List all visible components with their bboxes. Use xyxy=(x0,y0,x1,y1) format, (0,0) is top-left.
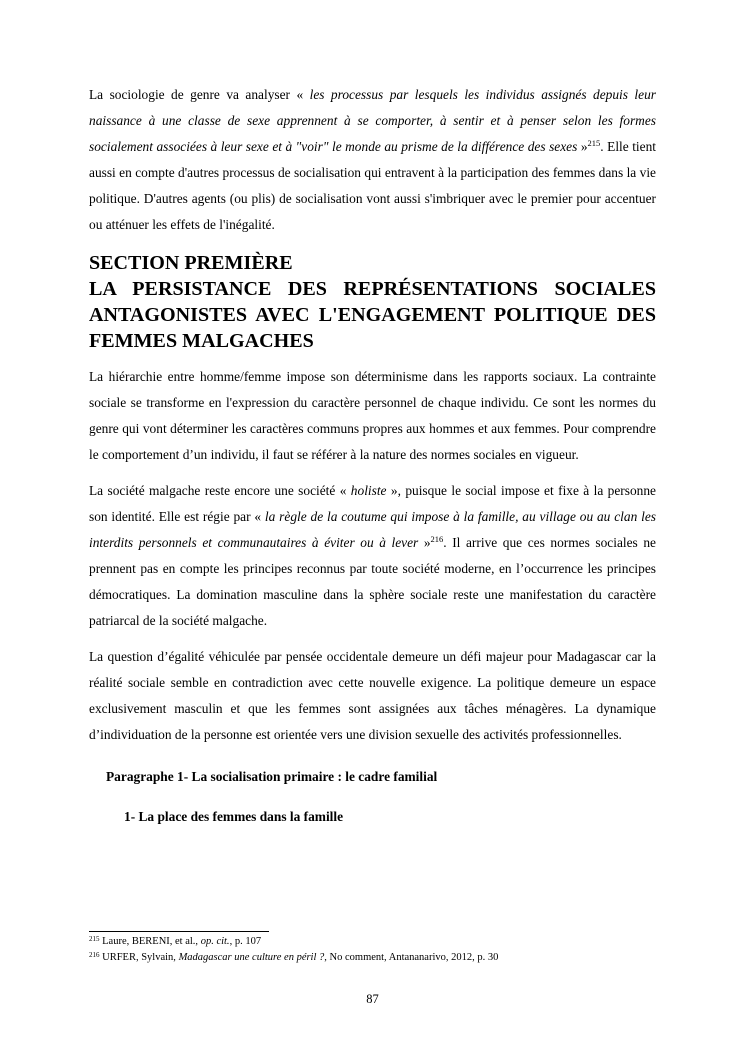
text-run: » xyxy=(577,139,588,154)
footnotes xyxy=(89,934,656,966)
italic-ref: Madagascar une culture en péril ? xyxy=(178,952,325,963)
text-run: », puisque le social impose et fixe à la personne son identité. Elle est régie par « xyxy=(89,483,657,524)
footnote-ref-215[interactable]: 215 xyxy=(587,138,601,148)
body-paragraph-4: La question d’égalité véhiculée par pensée occidentale demeure un défi majeur pour Madagascar car la réalité sociale semble en contradiction avec cette nouvelle exigence. La politique demeure un espace exclusivement masculin et que les femmes sont assignées aux tâches ménagères. La dynamique d’individuation de la personne est orientée vers une division sexuelle des activités professionnelles. xyxy=(89,649,656,742)
text-run: » xyxy=(418,535,431,550)
footnote-215 xyxy=(89,934,656,950)
text-run: URFER, Sylvain, xyxy=(99,952,179,963)
italic-quote: la règle de la coutume qui impose à la famille, au village ou au clan les interdits personnels et communautaires à éviter ou à lever xyxy=(89,509,656,550)
italic-ref: op. cit. xyxy=(200,936,230,947)
subsection-heading: 1- La place des femmes dans la famille xyxy=(124,809,344,824)
body-paragraph-1 xyxy=(89,82,656,238)
text-run: . Il arrive que ces normes sociales ne prennent pas en compte les principes reconnus par toute société moderne, en l’occurrence les principes démocratiques. La domination masculine dans la sphère sociale reste une manifestation du caractère patriarcal de la société malgache. xyxy=(89,535,656,628)
section-label: SECTION PREMIÈRE xyxy=(89,252,293,274)
italic-term: holiste xyxy=(350,483,387,498)
text-run: , No comment, Antananarivo, 2012, p. 30 xyxy=(324,952,499,963)
footnote-number: 215 xyxy=(89,935,100,943)
page-number: 87 xyxy=(366,992,379,1006)
page-body xyxy=(89,82,656,830)
text-run: La sociologie de genre va analyser « xyxy=(89,87,310,102)
paragraph-heading: Paragraphe 1- La socialisation primaire : le cadre familial xyxy=(106,769,438,784)
footnote-ref-216[interactable]: 216 xyxy=(430,534,444,544)
footnote-216 xyxy=(89,950,656,966)
footnote-divider xyxy=(89,931,269,932)
footnote-number: 216 xyxy=(89,951,100,959)
text-run: Laure, BERENI, et al., xyxy=(99,936,201,947)
body-paragraph-2: La hiérarchie entre homme/femme impose son déterminisme dans les rapports sociaux. La contrainte sociale se transforme en l'expression du caractère personnel de chaque individu. Ce sont les normes du genre qui vont déterminer les caractères communs propres aux hommes et aux femmes. Pour comprendre le comportement d’un individu, il faut se référer à la nature des normes sociales en vigueur. xyxy=(89,369,656,462)
text-run: . Elle tient aussi en compte d'autres processus de socialisation qui entravent à la participation des femmes dans la vie politique. D'autres agents (ou plis) de socialisation vont aussi s'imbriquer avec le premier pour accentuer ou atténuer les effets de l'inégalité. xyxy=(89,139,656,232)
section-title: LA PERSISTANCE DES REPRÉSENTATIONS SOCIALES ANTAGONISTES AVEC L'ENGAGEMENT POLITIQUE DES FEMMES MALGACHES xyxy=(89,278,656,352)
text-run: La société malgache reste encore une société « xyxy=(89,483,351,498)
text-run: , p. 107 xyxy=(229,936,262,947)
italic-quote: les processus par lesquels les individus assignés depuis leur naissance à une classe de sexe apprennent à se comporter, à sentir et à penser selon les formes socialement associées à leur sexe et à "voir" le monde au prisme de la différence des sexes xyxy=(89,87,656,154)
body-paragraph-3 xyxy=(89,478,656,634)
